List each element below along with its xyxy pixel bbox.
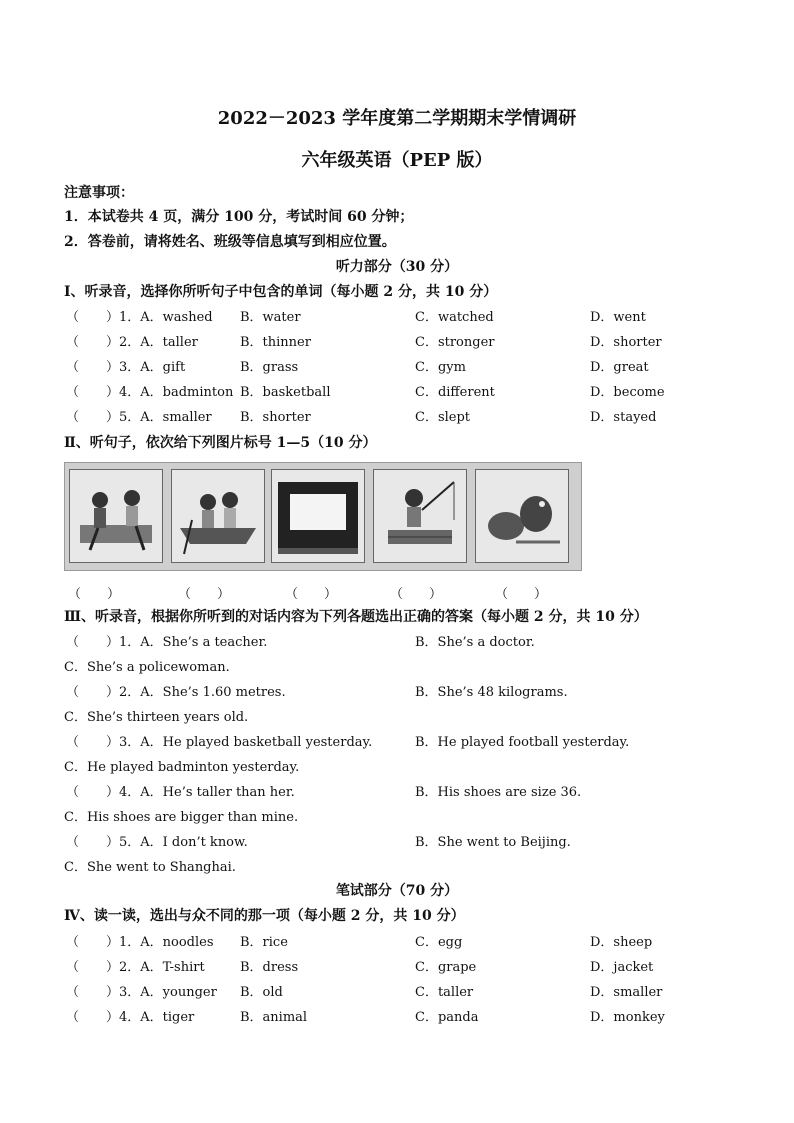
option-b: B．dress (240, 960, 299, 975)
option-c: C．taller (415, 985, 474, 1000)
s3-question-1-c (0, 656, 794, 678)
option-c: C．grape (415, 960, 477, 975)
s3-question-2 (0, 681, 794, 703)
option-a: ）2．A．T-shirt (106, 960, 205, 975)
s1-question-4 (0, 381, 794, 403)
s4-question-1 (0, 931, 794, 953)
s4-question-2 (0, 956, 794, 978)
option-d: D．stayed (590, 410, 657, 425)
notes-item-2: 2．答卷前，请将姓名、班级等信息填写到相应位置。 (64, 234, 396, 250)
option-d: D．shorter (590, 335, 662, 350)
s1-question-1 (0, 306, 794, 328)
option-d: D．become (590, 385, 665, 400)
option-b: B．She went to Beijing. (415, 835, 571, 850)
picture-1-friends-sitting (69, 469, 163, 563)
s3-question-3-c (0, 756, 794, 778)
answer-blank[interactable]: （ (66, 935, 80, 950)
exam-title: 2022－2023 学年度第二学期期末学情调研 (217, 108, 577, 129)
answer-blank[interactable]: （ (66, 310, 80, 325)
answer-blank[interactable]: （ (66, 1010, 80, 1025)
answer-blank[interactable]: （ (66, 985, 80, 1000)
option-a: ）1．A．noodles (106, 935, 214, 950)
option-b: B．water (240, 310, 301, 325)
picture-4-boy-fishing (373, 469, 467, 563)
picture-3-answer-blank[interactable]: （ ） (285, 587, 338, 602)
answer-blank[interactable]: （ (66, 635, 80, 650)
s4-question-4 (0, 1006, 794, 1028)
answer-blank[interactable]: （ (66, 785, 80, 800)
notes-item-1: 1．本试卷共 4 页，满分 100 分，考试时间 60 分钟； (64, 209, 414, 225)
option-c: C．gym (415, 360, 466, 375)
option-b: B．basketball (240, 385, 331, 400)
s4-question-3 (0, 981, 794, 1003)
s3-question-1 (0, 631, 794, 653)
s1-question-2 (0, 331, 794, 353)
exam-subtitle: 六年级英语（PEP 版） (301, 150, 493, 171)
option-b: B．grass (240, 360, 299, 375)
answer-blank[interactable]: （ (66, 835, 80, 850)
answer-blank[interactable]: （ (66, 410, 80, 425)
section-1-heading: Ⅰ、听录音，选择你所听句子中包含的单词（每小题 2 分，共 10 分） (64, 284, 498, 300)
option-c: C．egg (415, 935, 463, 950)
option-a: ）3．A．younger (106, 985, 217, 1000)
option-b: B．old (240, 985, 283, 1000)
option-a: ）1．A．washed (106, 310, 213, 325)
s3-question-5-c (0, 856, 794, 878)
option-a: ）4．A．badminton (106, 385, 234, 400)
option-c: C．watched (415, 310, 494, 325)
option-c: C．His shoes are bigger than mine. (64, 810, 299, 825)
option-b: B．She’s a doctor. (415, 635, 535, 650)
option-b: B．animal (240, 1010, 308, 1025)
option-a: ）5．A．I don’t know. (106, 835, 248, 850)
section-3-heading: Ⅲ、听录音，根据你所听到的对话内容为下列各题选出正确的答案（每小题 2 分，共 10 分） (64, 609, 648, 625)
option-d: D．monkey (590, 1010, 665, 1025)
option-a: ）2．A．She’s 1.60 metres. (106, 685, 286, 700)
writing-part-title: 笔试部分（70 分） (335, 883, 459, 899)
option-c: C．She went to Shanghai. (64, 860, 236, 875)
option-a: ）5．A．smaller (106, 410, 212, 425)
s1-question-5 (0, 406, 794, 428)
picture-1-answer-blank[interactable]: （ ） (68, 587, 121, 602)
option-a: ）3．A．gift (106, 360, 186, 375)
option-b: B．rice (240, 935, 288, 950)
option-c: C．She’s a policewoman. (64, 660, 230, 675)
option-a: ）3．A．He played basketball yesterday. (106, 735, 373, 750)
option-d: D．smaller (590, 985, 663, 1000)
option-c: C．stronger (415, 335, 495, 350)
option-c: C．different (415, 385, 495, 400)
s3-question-4-c (0, 806, 794, 828)
notes-heading: 注意事项： (64, 185, 134, 201)
s1-question-3 (0, 356, 794, 378)
picture-4-answer-blank[interactable]: （ ） (390, 587, 443, 602)
option-b: B．shorter (240, 410, 311, 425)
answer-blank[interactable]: （ (66, 735, 80, 750)
s3-question-2-c (0, 706, 794, 728)
option-c: C．He played badminton yesterday. (64, 760, 300, 775)
option-d: D．jacket (590, 960, 654, 975)
picture-2-answer-blank[interactable]: （ ） (178, 587, 231, 602)
option-c: C．She’s thirteen years old. (64, 710, 249, 725)
picture-5-chick-hatching (475, 469, 569, 563)
option-b: B．thinner (240, 335, 311, 350)
option-c: C．panda (415, 1010, 479, 1025)
option-b: B．She’s 48 kilograms. (415, 685, 568, 700)
answer-blank[interactable]: （ (66, 685, 80, 700)
option-a: ）4．A．tiger (106, 1010, 195, 1025)
s3-question-3 (0, 731, 794, 753)
option-d: D．sheep (590, 935, 653, 950)
section-2-heading: Ⅱ、听句子，依次给下列图片标号 1—5（10 分） (64, 435, 377, 451)
option-d: D．went (590, 310, 646, 325)
picture-5-answer-blank[interactable]: （ ） (495, 587, 548, 602)
option-a: ）4．A．He’s taller than her. (106, 785, 295, 800)
listening-part-title: 听力部分（30 分） (335, 259, 459, 275)
option-b: B．He played football yesterday. (415, 735, 630, 750)
answer-blank[interactable]: （ (66, 385, 80, 400)
option-b: B．His shoes are size 36. (415, 785, 582, 800)
option-d: D．great (590, 360, 649, 375)
option-c: C．slept (415, 410, 471, 425)
s3-question-5 (0, 831, 794, 853)
option-a: ）2．A．taller (106, 335, 198, 350)
option-a: ）1．A．She’s a teacher. (106, 635, 268, 650)
answer-blank[interactable]: （ (66, 360, 80, 375)
s3-question-4 (0, 781, 794, 803)
answer-blank[interactable]: （ (66, 335, 80, 350)
answer-blank[interactable]: （ (66, 960, 80, 975)
picture-strip (64, 462, 582, 571)
picture-2-boat (171, 469, 265, 563)
section-4-heading: Ⅳ、读一读，选出与众不同的那一项（每小题 2 分，共 10 分） (64, 908, 465, 924)
picture-3-cinema-screen (271, 469, 365, 563)
